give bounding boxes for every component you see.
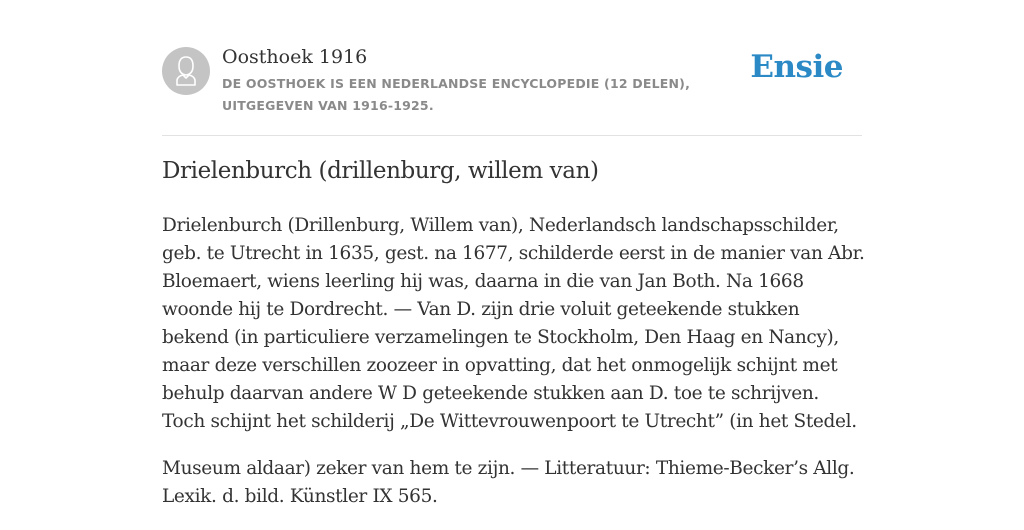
article-title: Drielenburch (drillenburg, willem van) — [162, 158, 599, 184]
article-paragraph: Drielenburch (Drillenburg, Willem van), Nederlandsch landschapsschilder, geb. te Utrecht in 1635, gest. na 1677, schilderde eerst in de manier van Abr. Bloemaert, wiens leerling hij was, daarna in die van Jan Both. Na 1668 woonde hij te Dordrecht. — Van D. zijn drie voluit geteekende stukken bekend (in particuliere verzamelingen te Stockholm, Den Haag en Nancy), maar deze verschillen zoozeer in opvatting, dat het onmogelijk schijnt met behulp daarvan andere W D geteekende stukken aan D. toe te schrijven. Toch schijnt het schilderij „De Wittevrouwenpoort te Utrecht” (in het Stedel. — [162, 215, 865, 432]
user-icon[interactable] — [162, 47, 210, 95]
source-header — [162, 44, 862, 116]
article-paragraph: Museum aldaar) zeker van hem te zijn. — Litteratuur: Thieme-Becker’s Allg. Lexik. d. bild. Künstler IX 565. — [162, 458, 855, 507]
brand-logo[interactable]: Ensie — [750, 49, 843, 85]
source-description: DE OOSTHOEK IS EEN NEDERLANDSE ENCYCLOPEDIE (12 DELEN), UITGEGEVEN VAN 1916-1925. — [222, 76, 691, 113]
source-name[interactable]: Oosthoek 1916 — [222, 46, 368, 68]
divider — [162, 135, 862, 136]
article-body — [162, 212, 866, 530]
